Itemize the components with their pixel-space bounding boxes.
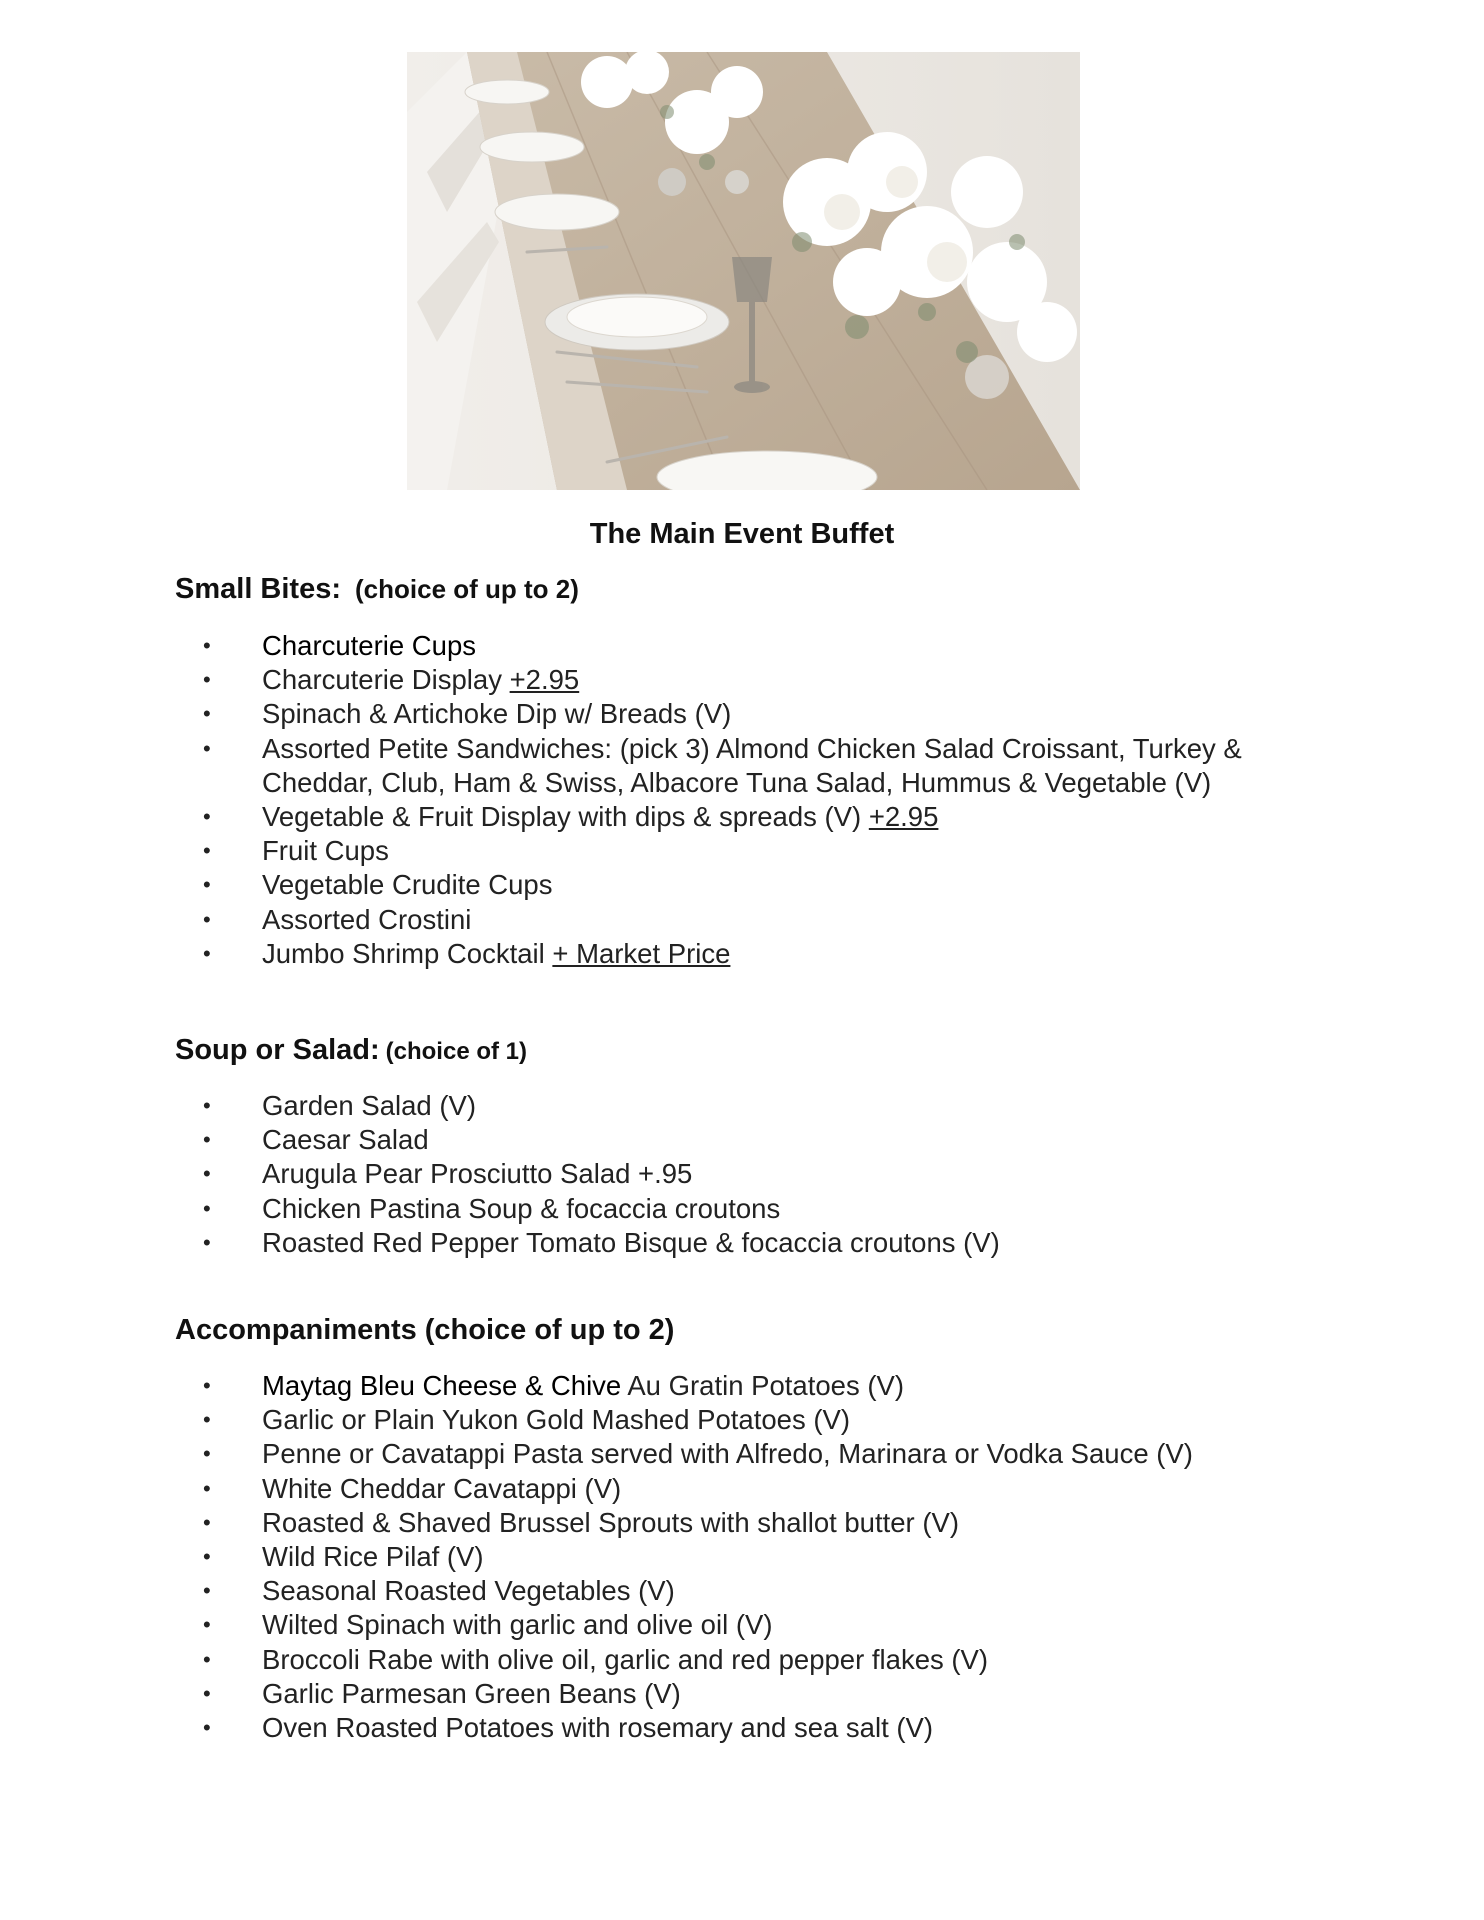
table-setting-illustration: [407, 52, 1080, 490]
list-item: • Jumbo Shrimp Cocktail + Market Price: [203, 937, 731, 969]
list-item: • Seasonal Roasted Vegetables (V): [203, 1575, 675, 1607]
accompaniments-title: Accompaniments: [175, 1314, 417, 1346]
list-item: • Roasted Red Pepper Tomato Bisque & focaccia croutons (V): [203, 1226, 1000, 1258]
list-item: • Chicken Pastina Soup & focaccia croutons: [203, 1192, 781, 1224]
soup-salad-note: (choice of 1): [385, 1038, 527, 1065]
list-item: • Roasted & Shaved Brussel Sprouts with shallot butter (V): [203, 1506, 960, 1538]
list-item: • Arugula Pear Prosciutto Salad +.95: [203, 1158, 693, 1190]
accompaniments-note: (choice of up to 2): [424, 1314, 675, 1346]
list-item: • Oven Roasted Potatoes with rosemary and sea salt (V): [203, 1712, 934, 1744]
small-bites-title: Small Bites:: [175, 573, 341, 605]
list-item: • Vegetable & Fruit Display with dips & spreads (V) +2.95: [203, 801, 939, 833]
list-item: • Fruit Cups: [203, 835, 389, 867]
list-item: • Wild Rice Pilaf (V): [203, 1541, 484, 1573]
page-title: The Main Event Buffet: [589, 518, 895, 550]
small-bites-list: [0, 629, 1242, 971]
list-item: • Assorted Petite Sandwiches: (pick 3) Almond Chicken Salad Croissant, Turkey & Cheddar, Club, Ham & Swiss, Albacore Tuna Salad, Hummus & Vegetable (V): [203, 732, 1242, 798]
list-item: • Charcuterie Display +2.95: [203, 664, 580, 696]
soup-salad-heading: [175, 1034, 527, 1067]
small-bites-heading: [175, 573, 579, 606]
accompaniments-heading: [175, 1314, 674, 1347]
soup-salad-title: Soup or Salad:: [175, 1034, 380, 1066]
list-item: • Vegetable Crudite Cups: [203, 869, 553, 901]
list-item: • White Cheddar Cavatappi (V): [203, 1472, 622, 1504]
table-setting-photo: [407, 52, 1080, 490]
soup-salad-list: [0, 1089, 1000, 1260]
list-item: • Assorted Crostini: [203, 903, 472, 935]
list-item: • Garden Salad (V): [203, 1090, 476, 1121]
list-item: • Maytag Bleu Cheese & Chive Au Gratin Potatoes (V): [203, 1370, 904, 1401]
list-item: • Penne or Cavatappi Pasta served with Alfredo, Marinara or Vodka Sauce (V): [203, 1438, 1193, 1470]
list-item: • Broccoli Rabe with olive oil, garlic and red pepper flakes (V): [203, 1643, 989, 1675]
list-item: • Garlic or Plain Yukon Gold Mashed Potatoes (V): [203, 1404, 850, 1436]
list-item: • Wilted Spinach with garlic and olive oil (V): [203, 1609, 773, 1641]
accompaniments-list: [0, 1369, 1193, 1745]
list-item: • Charcuterie Cups: [203, 630, 476, 661]
small-bites-note: (choice of up to 2): [355, 574, 579, 604]
list-item: • Garlic Parmesan Green Beans (V): [203, 1677, 681, 1709]
list-item: • Caesar Salad: [203, 1124, 429, 1156]
list-item: • Spinach & Artichoke Dip w/ Breads (V): [203, 698, 732, 730]
